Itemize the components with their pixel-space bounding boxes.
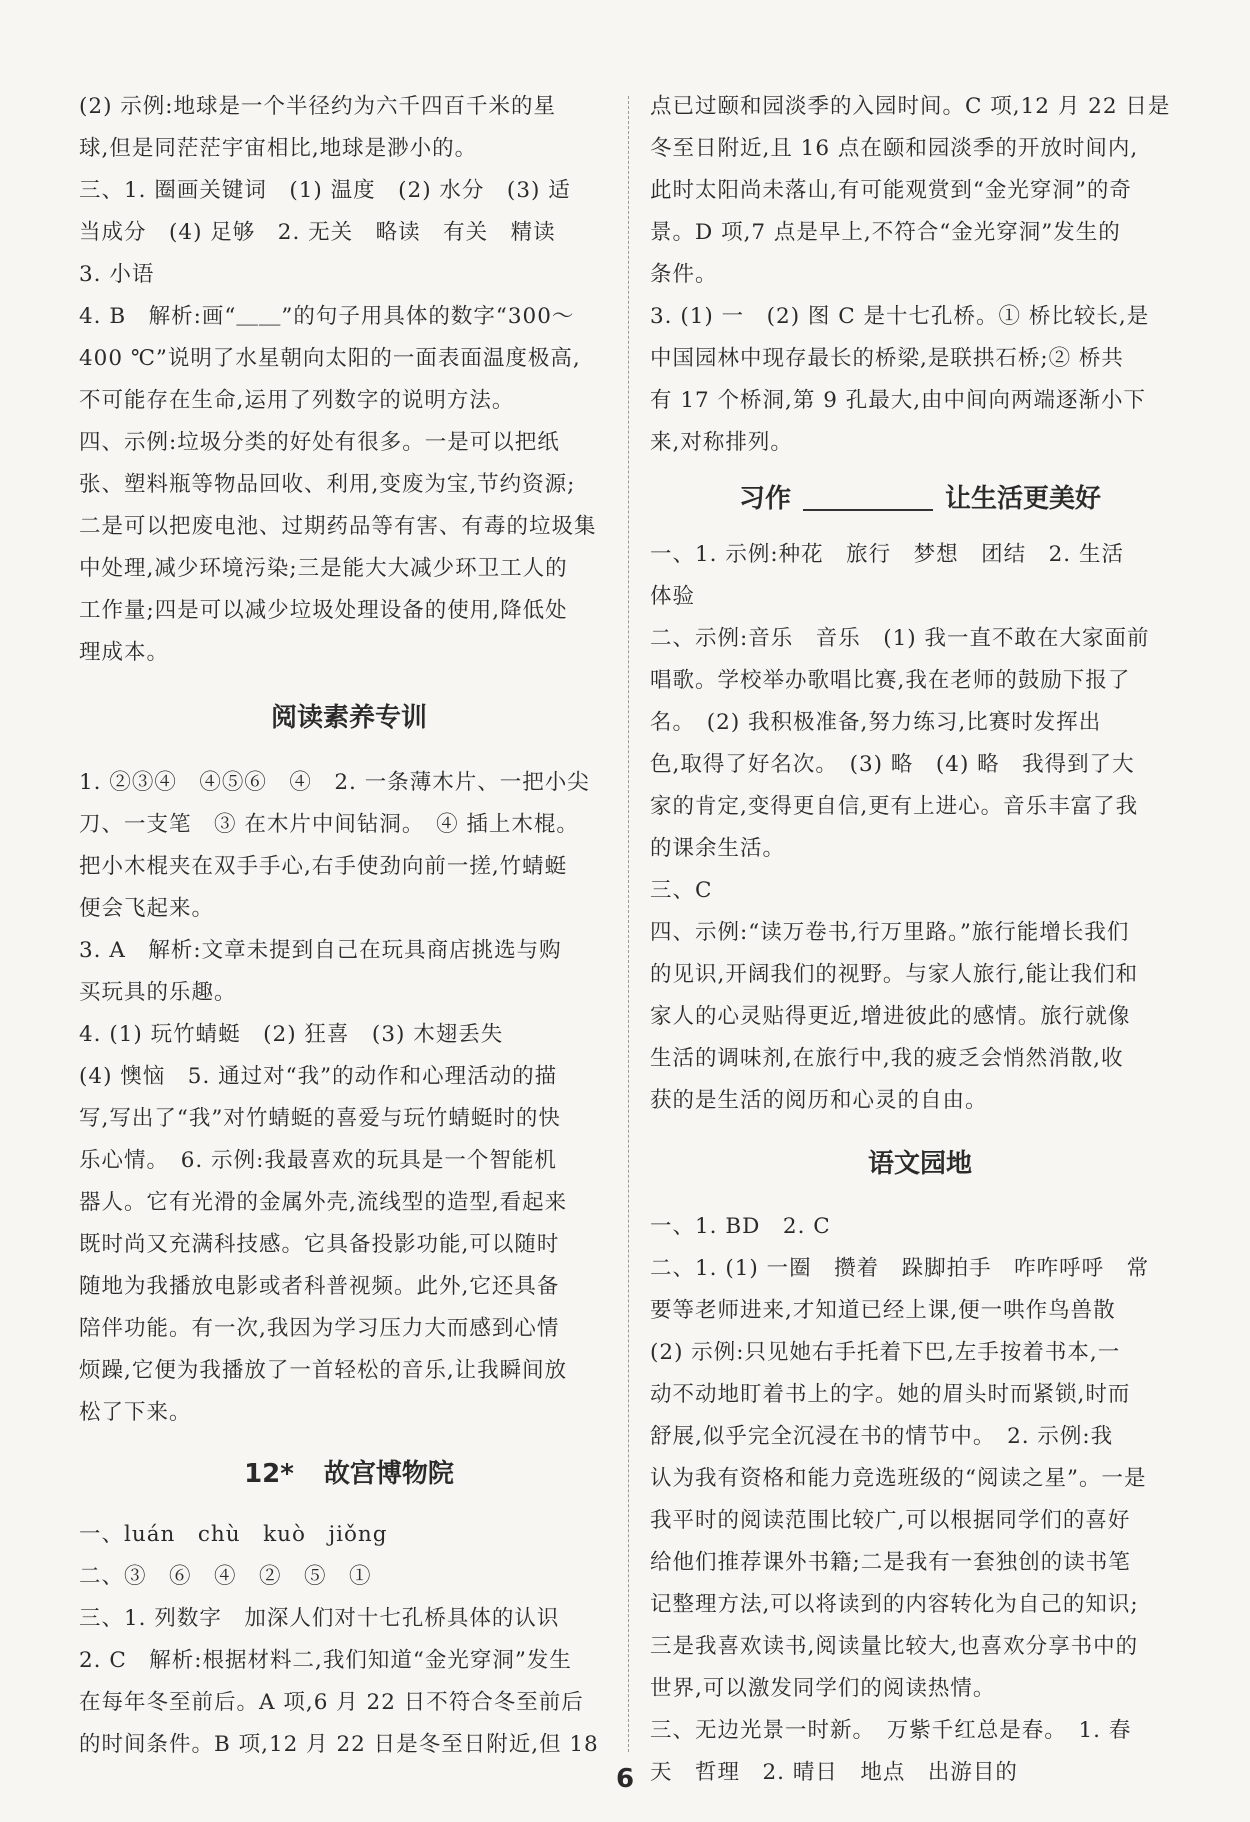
answer-line: 随地为我播放电影或者科普视频。此外,它还具备 xyxy=(79,1274,560,1299)
answer-line: 在每年冬至前后。A 项,6 月 22 日不符合冬至前后 xyxy=(79,1690,584,1715)
section-title: 阅读素养专训 xyxy=(270,703,427,733)
answer-line: 3. (1) 一 (2) 图 C 是十七孔桥。① 桥比较长,是 xyxy=(650,304,1150,329)
answer-line: 乐心情。 6. 示例:我最喜欢的玩具是一个智能机 xyxy=(79,1148,557,1173)
column-divider xyxy=(628,96,629,1752)
page-number: 6 xyxy=(615,1764,635,1794)
answer-line: 生活的调味剂,在旅行中,我的疲乏会悄然消散,收 xyxy=(650,1046,1124,1071)
section-title-text: 让生活更美好 xyxy=(945,484,1102,514)
answer-line: 动不动地盯着书上的字。她的眉头时而紧锁,时而 xyxy=(650,1382,1131,1407)
answer-line: 认为我有资格和能力竞选班级的“阅读之星”。一是 xyxy=(650,1466,1147,1491)
answer-line: 的见识,开阔我们的视野。与家人旅行,能让我们和 xyxy=(650,962,1139,987)
answer-line: 有 17 个桥洞,第 9 孔最大,由中间向两端逐渐小下 xyxy=(650,388,1147,413)
answer-line: 陪伴功能。有一次,我因为学习压力大而感到心情 xyxy=(79,1316,560,1341)
section-title xyxy=(79,1434,619,1514)
answer-line: 点已过颐和园淡季的入园时间。C 项,12 月 22 日是 xyxy=(650,94,1171,119)
answer-line: 松了下来。 xyxy=(79,1400,192,1425)
answer-block xyxy=(650,534,1190,1122)
answer-line: 条件。 xyxy=(650,262,718,287)
answer-line: 二是可以把废电池、过期药品等有害、有毒的垃圾集 xyxy=(79,514,597,539)
answer-line: 唱歌。学校举办歌唱比赛,我在老师的鼓励下报了 xyxy=(650,668,1131,693)
answer-line: 400 ℃”说明了水星朝向太阳的一面表面温度极高, xyxy=(79,346,581,371)
answer-line: (2) 示例:地球是一个半径约为六千四百千米的星 xyxy=(79,94,557,119)
answer-line: 舒展,似乎完全沉浸在书的情节中。 2. 示例:我 xyxy=(650,1424,1114,1449)
answer-line: 家人的心灵贴得更近,增进彼此的感情。旅行就像 xyxy=(650,1004,1131,1029)
answer-line: 我平时的阅读范围比较广,可以根据同学们的喜好 xyxy=(650,1508,1131,1533)
answer-line: 张、塑料瓶等物品回收、利用,变废为宝,节约资源; xyxy=(79,472,576,497)
answer-line: 理成本。 xyxy=(79,640,170,665)
answer-line: (2) 示例:只见她右手托着下巴,左手按着书本,一 xyxy=(650,1340,1121,1365)
section-title-text: 故宫博物院 xyxy=(323,1459,454,1489)
answer-line: 球,但是同茫茫宇宙相比,地球是渺小的。 xyxy=(79,136,478,161)
section-label: 习作 xyxy=(738,484,791,514)
answer-block xyxy=(650,1206,1190,1794)
answer-line: 4. (1) 玩竹蜻蜓 (2) 狂喜 (3) 木翅丢失 xyxy=(79,1022,504,1047)
answer-line: 色,取得了好名次。 (3) 略 (4) 略 我得到了大 xyxy=(650,752,1135,777)
answer-line: 给他们推荐课外书籍;二是我有一套独创的读书笔 xyxy=(650,1550,1131,1575)
answer-line: 一、1. 示例:种花 旅行 梦想 团结 2. 生活 xyxy=(650,542,1124,567)
answer-line: 一、1. BD 2. C xyxy=(650,1214,831,1239)
answer-line: 天 哲理 2. 晴日 地点 出游目的 xyxy=(650,1760,1018,1785)
answer-line: 的课余生活。 xyxy=(650,836,786,861)
answer-line: 三是我喜欢读书,阅读量比较大,也喜欢分享书中的 xyxy=(650,1634,1139,1659)
answer-line: 景。D 项,7 点是早上,不符合“金光穿洞”发生的 xyxy=(650,220,1121,245)
answer-line: 既时尚又充满科技感。它具备投影功能,可以随时 xyxy=(79,1232,560,1257)
answer-line: 四、示例:“读万卷书,行万里路。”旅行能增长我们 xyxy=(650,920,1130,945)
answer-line: 记整理方法,可以将读到的内容转化为自己的知识; xyxy=(650,1592,1139,1617)
answer-line: 1. ②③④ ④⑤⑥ ④ 2. 一条薄木片、一把小尖 xyxy=(79,770,590,795)
answer-line: 三、1. 列数字 加深人们对十七孔桥具体的认识 xyxy=(79,1606,560,1631)
answer-block xyxy=(650,86,1190,464)
answer-block xyxy=(79,86,619,674)
answer-line: 器人。它有光滑的金属外壳,流线型的造型,看起来 xyxy=(79,1190,568,1215)
answer-line: 此时太阳尚未落山,有可能观赏到“金光穿洞”的奇 xyxy=(650,178,1132,203)
answer-line: 2. C 解析:根据材料二,我们知道“金光穿洞”发生 xyxy=(79,1648,572,1673)
answer-line: 刀、一支笔 ③ 在木片中间钻洞。 ④ 插上木棍。 xyxy=(79,812,579,837)
answer-line: 世界,可以激发同学们的阅读热情。 xyxy=(650,1676,996,1701)
answer-line: 一、luán chù kuò jiǒng xyxy=(79,1522,388,1547)
answer-line: (4) 懊恼 5. 通过对“我”的动作和心理活动的描 xyxy=(79,1064,558,1089)
answer-line: 把小木棍夹在双手手心,右手使劲向前一搓,竹蜻蜓 xyxy=(79,854,568,879)
answer-line: 三、1. 圈画关键词 (1) 温度 (2) 水分 (3) 适 xyxy=(79,178,571,203)
answer-line: 烦躁,它便为我播放了一首轻松的音乐,让我瞬间放 xyxy=(79,1358,568,1383)
answer-line: 便会飞起来。 xyxy=(79,896,215,921)
section-title: 语文园地 xyxy=(867,1149,972,1179)
answer-line: 要等老师进来,才知道已经上课,便一哄作鸟兽散 xyxy=(650,1298,1116,1323)
answer-block xyxy=(79,1514,619,1766)
answer-line: 获的是生活的阅历和心灵的自由。 xyxy=(650,1088,988,1113)
answer-line: 中处理,减少环境污染;三是能大大减少环卫工人的 xyxy=(79,556,568,581)
answer-line: 三、C xyxy=(650,878,713,903)
fill-blank-line xyxy=(803,489,933,511)
answer-line: 工作量;四是可以减少垃圾处理设备的使用,降低处 xyxy=(79,598,568,623)
answer-line: 来,对称排列。 xyxy=(650,430,793,455)
right-column xyxy=(650,86,1190,1794)
answer-line: 冬至日附近,且 16 点在颐和园淡季的开放时间内, xyxy=(650,136,1139,161)
answer-line: 3. A 解析:文章未提到自己在玩具商店挑选与购 xyxy=(79,938,562,963)
answer-line: 3. 小语 xyxy=(79,262,155,287)
answer-line: 名。 (2) 我积极准备,努力练习,比赛时发挥出 xyxy=(650,710,1102,735)
answer-line: 四、示例:垃圾分类的好处有很多。一是可以把纸 xyxy=(79,430,560,455)
answer-line: 当成分 (4) 足够 2. 无关 略读 有关 精读 xyxy=(79,220,556,245)
left-column xyxy=(79,86,619,1766)
answer-line: 家的肯定,变得更自信,更有上进心。音乐丰富了我 xyxy=(650,794,1139,819)
answer-line: 不可能存在生命,运用了列数字的说明方法。 xyxy=(79,388,515,413)
answer-line: 的时间条件。B 项,12 月 22 日是冬至日附近,但 18 xyxy=(79,1732,599,1757)
section-number: 12* xyxy=(244,1459,294,1489)
answer-line: 中国园林中现存最长的桥梁,是联拱石桥;② 桥共 xyxy=(650,346,1124,371)
answer-line: 二、示例:音乐 音乐 (1) 我一直不敢在大家面前 xyxy=(650,626,1150,651)
answer-line: 买玩具的乐趣。 xyxy=(79,980,237,1005)
answer-line: 二、1. (1) 一圈 攒着 跺脚拍手 咋咋呼呼 常 xyxy=(650,1256,1150,1281)
answer-line: 4. B 解析:画“＿＿”的句子用具体的数字“300～ xyxy=(79,304,575,329)
answer-line: 二、③ ⑥ ④ ② ⑤ ① xyxy=(79,1564,372,1589)
answer-line: 体验 xyxy=(650,584,696,609)
answer-line: 写,写出了“我”对竹蜻蜓的喜爱与玩竹蜻蜓时的快 xyxy=(79,1106,561,1131)
answer-line: 三、无边光景一时新。 万紫千红总是春。 1. 春 xyxy=(650,1718,1132,1743)
section-title xyxy=(650,464,1190,534)
answer-block xyxy=(79,762,619,1434)
